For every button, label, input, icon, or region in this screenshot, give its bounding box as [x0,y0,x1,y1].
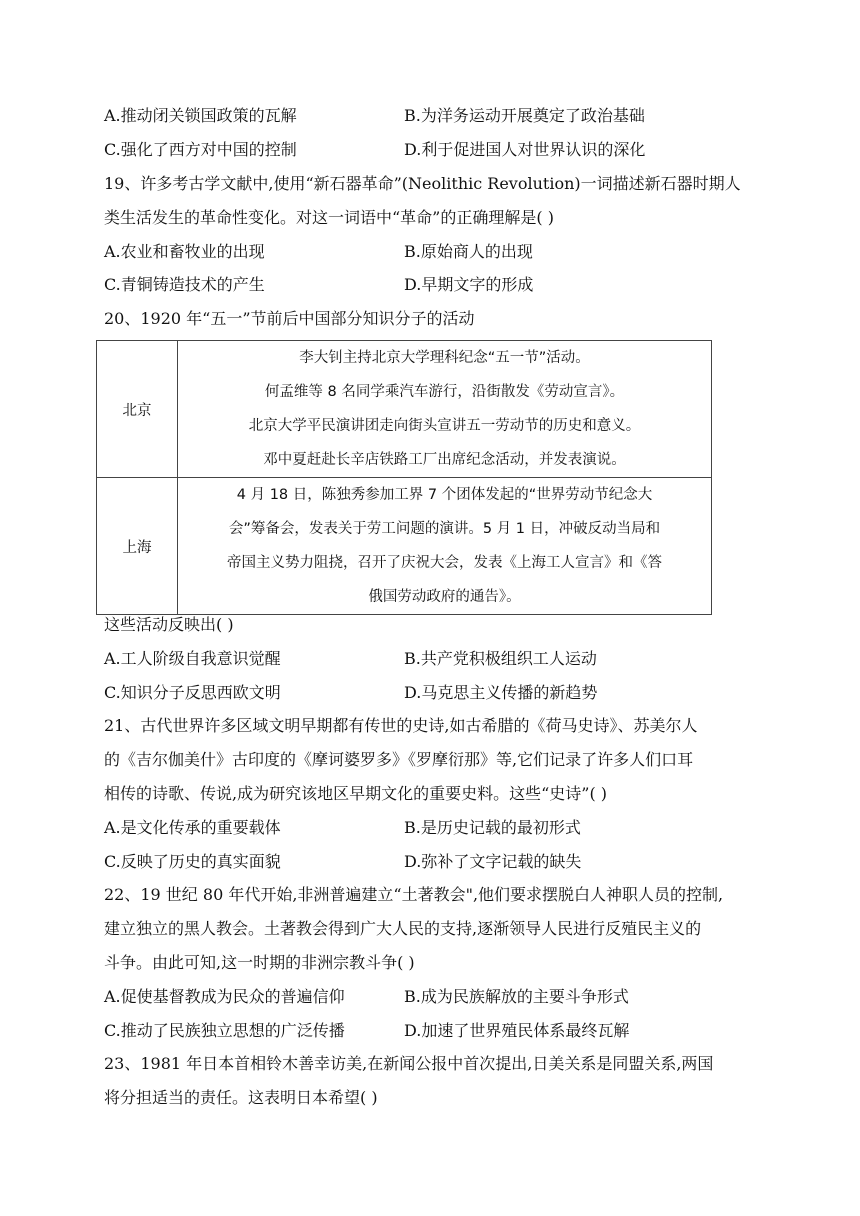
q19-option-a: A.农业和畜牧业的出现 [104,242,265,261]
q21-stem-line1: 21、古代世界许多区域文明早期都有传世的史诗,如古希腊的《荷马史诗》、苏美尔人 [104,716,698,735]
q18-option-b: B.为洋务运动开展奠定了政治基础 [404,106,645,125]
q19-option-d: D.早期文字的形成 [404,275,534,294]
q21-option-c: C.反映了历史的真实面貌 [104,852,281,871]
q22-option-b: B.成为民族解放的主要斗争形式 [404,987,629,1006]
q19-stem-line2: 类生活发生的革命性变化。对这一词语中“革命”的正确理解是( ) [104,208,554,227]
q19-option-b: B.原始商人的出现 [404,242,533,261]
q18-option-a: A.推动闭关锁国政策的瓦解 [104,106,297,125]
q20-option-c: C.知识分子反思西欧文明 [104,683,281,702]
q18-option-c: C.强化了西方对中国的控制 [104,140,297,159]
q23-stem-line2: 将分担适当的责任。这表明日本希望( ) [104,1088,378,1107]
q20-stem-question: 这些活动反映出( ) [104,615,234,634]
q22-stem-line2: 建立独立的黑人教会。土著教会得到广大人民的支持,逐渐领导人民进行反殖民主义的 [104,919,702,938]
shanghai-line-3: 帝国主义势力阻挠，召开了庆祝大会，发表《上海工人宣言》和《答 [227,555,662,571]
city-cell-beijing: 北京 [97,341,178,478]
q21-stem-line2: 的《吉尔伽美什》古印度的《摩诃婆罗多》《罗摩衍那》等,它们记录了许多人们口耳 [104,750,694,769]
q22-stem-line1: 22、19 世纪 80 年代开始,非洲普遍建立“土著教会",他们要求摆脱白人神职人员的控制, [104,885,724,904]
beijing-line-4: 邓中夏赶赴长辛店铁路工厂出席纪念活动，并发表演说。 [263,452,626,468]
q22-option-a: A.促使基督教成为民众的普遍信仰 [104,987,345,1006]
beijing-line-3: 北京大学平民演讲团走向街头宣讲五一劳动节的历史和意义。 [248,418,641,434]
q18-option-d: D.利于促进国人对世界认识的深化 [404,140,646,159]
q19-option-c: C.青铜铸造技术的产生 [104,275,265,294]
shanghai-line-4: 俄国劳动政府的通告》。 [368,589,521,605]
q21-option-d: D.弥补了文字记载的缺失 [404,852,582,871]
q20-option-b: B.共产党积极组织工人运动 [404,649,597,668]
q21-stem-line3: 相传的诗歌、传说,成为研究该地区早期文化的重要史料。这些“史诗”( ) [104,784,608,803]
q22-option-c: C.推动了民族独立思想的广泛传播 [104,1021,345,1040]
q20-option-d: D.马克思主义传播的新趋势 [404,683,598,702]
q21-option-a: A.是文化传承的重要载体 [104,818,281,837]
shanghai-line-1: 4 月 18 日，陈独秀参加工界 7 个团体发起的“世界劳动节纪念大 [236,487,653,503]
q22-stem-line3: 斗争。由此可知,这一时期的非洲宗教斗争( ) [104,953,415,972]
q20-option-a: A.工人阶级自我意识觉醒 [104,649,281,668]
beijing-line-1: 李大钊主持北京大学理科纪念“五一节”活动。 [299,350,590,366]
q20-stem-line1: 20、1920 年“五一”节前后中国部分知识分子的活动 [104,309,475,328]
activities-table [96,340,712,615]
city-cell-shanghai: 上海 [97,478,178,615]
content-cell-shanghai [178,478,712,615]
beijing-line-2: 何孟维等 8 名同学乘汽车游行，沿街散发《劳动宣言》。 [264,384,625,400]
content-cell-beijing [178,341,712,478]
q19-stem-line1: 19、许多考古学文献中,使用“新石器革命”(Neolithic Revolution)一词描述新石器时期人 [104,174,741,193]
q23-stem-line1: 23、1981 年日本首相铃木善幸访美,在新闻公报中首次提出,日美关系是同盟关系,两国 [104,1054,714,1073]
shanghai-line-2: 会”筹备会，发表关于劳工问题的演讲。5 月 1 日，冲破反动当局和 [228,521,661,537]
table-row-shanghai [97,478,712,615]
table-row-beijing [97,341,712,478]
q22-option-d: D.加速了世界殖民体系最终瓦解 [404,1021,630,1040]
q21-option-b: B.是历史记载的最初形式 [404,818,581,837]
